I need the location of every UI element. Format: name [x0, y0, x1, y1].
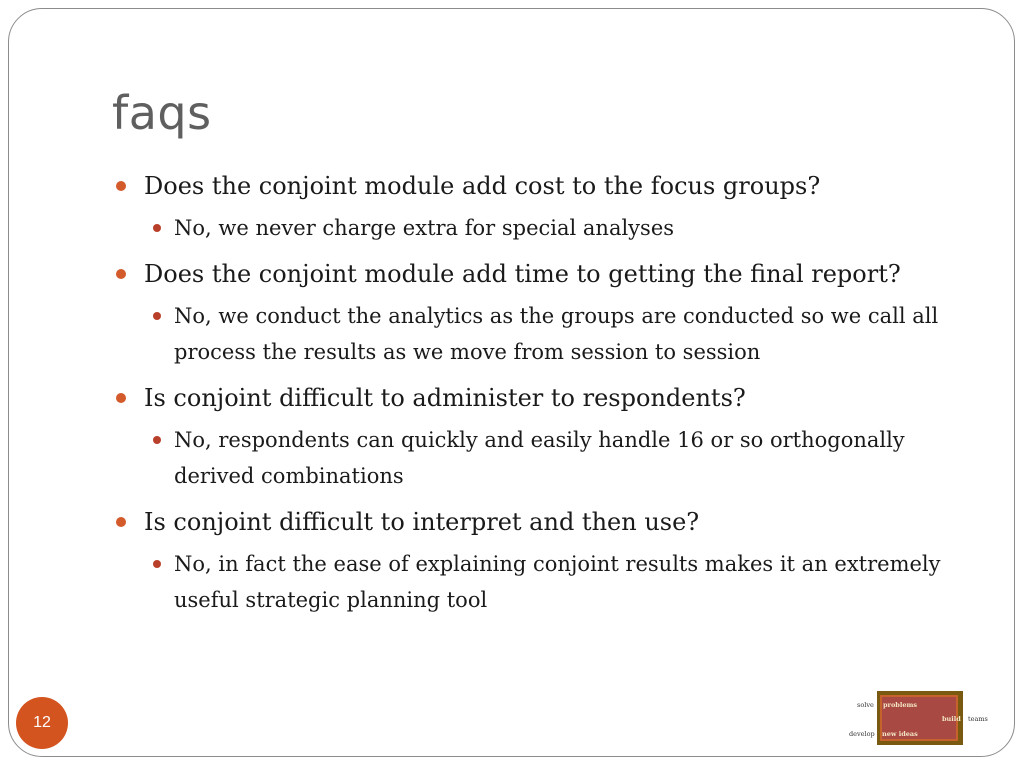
logo-word-build: build	[942, 715, 961, 723]
faq-answer-text: No, we never charge extra for special analyses	[174, 216, 675, 240]
bullet-icon	[116, 517, 126, 527]
faq-question	[112, 168, 962, 204]
faq-answer	[112, 210, 962, 246]
faq-question-text: Is conjoint difficult to administer to respondents?	[144, 384, 746, 412]
faq-question	[112, 380, 962, 416]
bullet-icon	[116, 393, 126, 403]
faq-item	[112, 256, 962, 370]
faq-list	[112, 168, 962, 628]
faq-answer	[112, 422, 962, 494]
faq-item	[112, 504, 962, 618]
faq-question-text: Is conjoint difficult to interpret and then use?	[144, 508, 700, 536]
faq-answer-text: No, respondents can quickly and easily handle 16 or so orthogonally derived combinations	[174, 428, 905, 488]
faq-question-text: Does the conjoint module add time to getting the final report?	[144, 260, 901, 288]
bullet-icon	[116, 269, 126, 279]
logo-word-teams: teams	[968, 715, 988, 723]
company-logo	[844, 688, 994, 748]
bullet-icon	[116, 181, 126, 191]
sub-bullet-icon	[153, 436, 161, 444]
slide-title: faqs	[112, 86, 212, 140]
faq-answer-text: No, in fact the ease of explaining conjoint results makes it an extremely useful strategic planning tool	[174, 552, 941, 612]
faq-answer-text: No, we conduct the analytics as the groups are conducted so we call all process the results as we move from session to session	[174, 304, 939, 364]
sub-bullet-icon	[153, 560, 161, 568]
faq-question-text: Does the conjoint module add cost to the focus groups?	[144, 172, 821, 200]
logo-word-new-ideas: new ideas	[882, 730, 918, 738]
faq-answer	[112, 298, 962, 370]
sub-bullet-icon	[153, 224, 161, 232]
faq-question	[112, 504, 962, 540]
faq-item	[112, 168, 962, 246]
faq-item	[112, 380, 962, 494]
sub-bullet-icon	[153, 312, 161, 320]
faq-question	[112, 256, 962, 292]
faq-answer	[112, 546, 962, 618]
page-number-badge: 12	[16, 697, 68, 749]
logo-word-problems: problems	[883, 701, 917, 709]
logo-word-solve: solve	[857, 701, 874, 709]
logo-word-develop: develop	[849, 730, 875, 738]
